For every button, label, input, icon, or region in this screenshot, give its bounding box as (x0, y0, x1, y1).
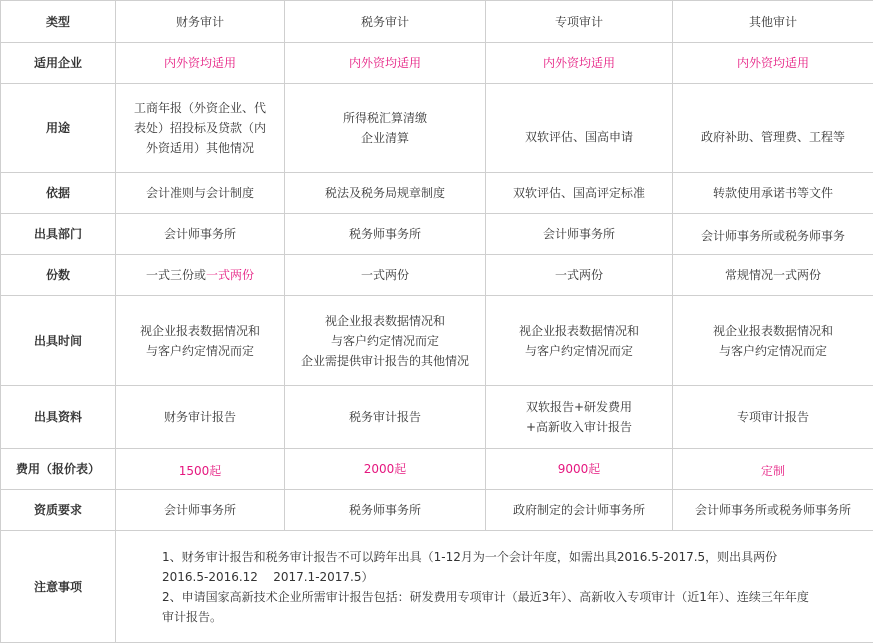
cell-qualification-1: 会计师事务所 (116, 490, 285, 531)
cell-materials-4: 专项审计报告 (673, 386, 873, 449)
cell-copies-2: 一式两份 (285, 255, 486, 296)
cell-materials-3 (486, 386, 673, 449)
row-notes (1, 531, 873, 643)
cell-purpose-1-line-3: 外资适用）其他情况 (145, 141, 254, 155)
notes-line-2: 2016.5-2016.12 2017.1-2017.5） (162, 569, 374, 584)
row-label-notes: 注意事项 (1, 531, 116, 643)
cell-copies-1-part-a: 一式三份或 (145, 268, 206, 282)
cell-purpose-4: 政府补助、管理费、工程等 (673, 84, 873, 173)
cell-applicable-4: 内外资均适用 (673, 43, 873, 84)
row-purpose (1, 84, 873, 173)
header-other-audit: 其他审计 (673, 1, 873, 43)
cell-purpose-1-line-2: 表处）招投标及贷款（内 (133, 121, 266, 135)
cell-purpose-3: 双软评估、国高申请 (486, 84, 673, 173)
row-label-qualification: 资质要求 (1, 490, 116, 531)
cell-timing-2-line-2: 与客户约定情况而定 (330, 333, 439, 348)
row-issuer (1, 214, 873, 255)
cell-purpose-2 (285, 84, 486, 173)
header-type: 类型 (1, 1, 116, 43)
cell-issuer-1: 会计师事务所 (116, 214, 285, 255)
row-label-purpose: 用途 (1, 84, 116, 173)
row-qualification (1, 490, 873, 531)
header-financial-audit: 财务审计 (116, 1, 285, 43)
cell-fee-2: 2000起 (285, 449, 486, 490)
cell-issuer-3: 会计师事务所 (486, 214, 673, 255)
cell-materials-2: 税务审计报告 (285, 386, 486, 449)
cell-timing-3 (486, 296, 673, 386)
header-tax-audit: 税务审计 (285, 1, 486, 43)
cell-timing-1-line-2: 与客户约定情况而定 (145, 343, 254, 358)
cell-timing-3-line-1: 视企业报表数据情况和 (518, 323, 639, 338)
cell-timing-2-line-1: 视企业报表数据情况和 (324, 313, 445, 328)
row-timing (1, 296, 873, 386)
cell-materials-1: 财务审计报告 (116, 386, 285, 449)
row-label-issuer: 出具部门 (1, 214, 116, 255)
row-materials (1, 386, 873, 449)
row-label-fee: 费用（报价表） (1, 449, 116, 490)
row-label-basis: 依据 (1, 173, 116, 214)
cell-basis-3: 双软评估、国高评定标准 (486, 173, 673, 214)
cell-copies-1 (116, 255, 285, 296)
notes-line-1: 1、财务审计报告和税务审计报告不可以跨年出具（1-12月为一个会计年度，如需出具2016.5-2017.5，则出具两份 (162, 549, 778, 564)
cell-copies-1-part-b: 一式两份 (206, 268, 255, 282)
cell-purpose-1 (116, 84, 285, 173)
notes-line-4: 审计报告。 (162, 609, 223, 624)
row-label-copies: 份数 (1, 255, 116, 296)
cell-applicable-2: 内外资均适用 (285, 43, 486, 84)
cell-timing-4-line-1: 视企业报表数据情况和 (712, 323, 833, 338)
header-special-audit: 专项审计 (486, 1, 673, 43)
row-label-applicable: 适用企业 (1, 43, 116, 84)
cell-qualification-4: 会计师事务所或税务师事务所 (673, 490, 873, 531)
cell-applicable-3: 内外资均适用 (486, 43, 673, 84)
cell-timing-2 (285, 296, 486, 386)
cell-applicable-1: 内外资均适用 (116, 43, 285, 84)
row-applicable (1, 43, 873, 84)
cell-timing-3-line-2: 与客户约定情况而定 (524, 343, 633, 358)
cell-basis-1: 会计准则与会计制度 (116, 173, 285, 214)
row-fee (1, 449, 873, 490)
cell-basis-4: 转款使用承诺书等文件 (673, 173, 873, 214)
notes-body (116, 531, 873, 643)
row-label-timing: 出具时间 (1, 296, 116, 386)
row-copies (1, 255, 873, 296)
cell-copies-3: 一式两份 (486, 255, 673, 296)
row-basis (1, 173, 873, 214)
cell-timing-2-line-3: 企业需提供审计报告的其他情况 (300, 353, 469, 368)
cell-timing-4-line-2: 与客户约定情况而定 (718, 343, 827, 358)
cell-materials-3-line-2: +高新收入审计报告 (525, 420, 633, 434)
cell-fee-1: 1500起 (116, 449, 285, 490)
cell-purpose-2-line-1: 所得税汇算清缴 (342, 111, 427, 125)
cell-qualification-2: 税务师事务所 (285, 490, 486, 531)
cell-copies-4: 常规情况一式两份 (673, 255, 873, 296)
cell-issuer-2: 税务师事务所 (285, 214, 486, 255)
cell-purpose-2-line-2: 企业清算 (360, 131, 409, 145)
row-label-materials: 出具资料 (1, 386, 116, 449)
cell-fee-3: 9000起 (486, 449, 673, 490)
cell-timing-4 (673, 296, 873, 386)
header-row (1, 1, 873, 43)
cell-basis-2: 税法及税务局规章制度 (285, 173, 486, 214)
cell-timing-1 (116, 296, 285, 386)
cell-timing-1-line-1: 视企业报表数据情况和 (139, 323, 260, 338)
cell-purpose-1-line-1: 工商年报（外资企业、代 (133, 101, 266, 115)
cell-issuer-4: 会计师事务所或税务师事务 (673, 214, 873, 255)
cell-materials-3-line-1: 双软报告+研发费用 (525, 400, 633, 414)
cell-fee-4: 定制 (673, 449, 873, 490)
notes-line-3: 2、申请国家高新技术企业所需审计报告包括：研发费用专项审计（最近3年）、高新收入专项审计（近1年）、连续三年年度 (162, 589, 809, 604)
cell-qualification-3: 政府制定的会计师事务所 (486, 490, 673, 531)
